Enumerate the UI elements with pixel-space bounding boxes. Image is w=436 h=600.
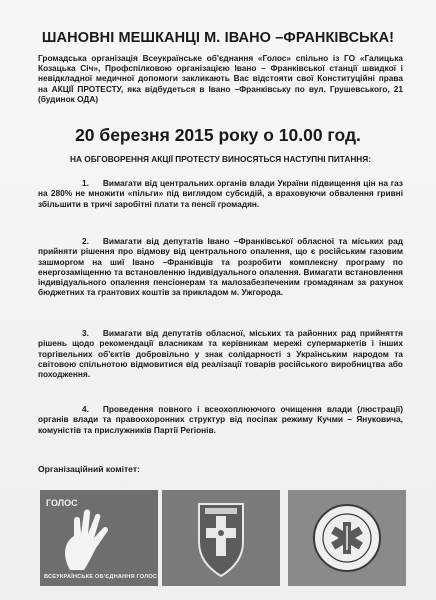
shield-icon [162,490,280,586]
item-number: 3. [82,328,89,338]
star-of-life-icon [288,490,406,586]
item-number: 4. [82,404,89,414]
cossack-shield-logo [162,490,280,586]
item-text: Вимагати від депутатів Івано –Франківської обласної та міських рад прийняти рішення про відмову від центрального опалення, що є російським газовим зашморгом на шиї Івано –Франківців та розробити комплексну програму по енергозаміщенню та встановленню індивідуального опалення. Вимагати встановлення індивідуального опалення пенсіонерам та малозабезпеченим громадянам за рахунок бюджетних та грантових коштів за прикладом м. Ужгорода. [38,236,403,298]
event-date: 20 березня 2015 року о 10.00 год. [75,125,361,145]
agenda-item-4 [38,404,403,435]
intro-paragraph: Громадська організація Всеукраїнське об'єднання «Голос» спільно із ГО «Галицька Козацька Січ», Профспілковою організацією Івано – Франківської станції швидкої і невідкладної медичної допомоги закликають Вас відстояти свої Конституційні права на АКЦІЇ ПРОТЕСТУ, яка відбудеться в Івано –Франківську по вул. Грушевського, 21 (будинок ОДА) [38,53,403,104]
committee-label: Організаційний комітет: [38,464,140,474]
item-text: Вимагати від депутатів обласної, міських та районних рад прийняття рішень щодо рекомендації власникам та керівникам мережі супермаркетів і інших торгівельних об'єктів добровільно у знак солідарності з Українським народом та світовою спільнотою відмовитися від реалізації товарів російського виробництва або походження. [38,328,403,380]
agenda-heading: НА ОБГОВОРЕННЯ АКЦІЇ ПРОТЕСТУ ВИНОСЯТЬСЯ НАСТУПНІ ПИТАННЯ: [69,154,372,164]
agenda-item-1 [38,178,403,209]
item-number: 2. [82,236,89,246]
golos-logo-caption: ВСЕУКРАЇНСЬКЕ ОБ'ЄДНАННЯ ГОЛОС [44,574,158,580]
agenda-item-3 [38,328,403,379]
item-text: Вимагати від центральних органів влади України підвищення цін на газ на 280% не множити «пільги» під виглядом субсидій, а враховуючи обвалення гривні збільшити в тричі заробітні плати та пенсії громадян. [38,178,403,209]
golos-logo [40,490,158,586]
ambulance-emblem-logo [288,490,406,586]
golos-logo-name: ГОЛОС [46,498,78,508]
page-title: ШАНОВНІ МЕШКАНЦІ М. ІВАНО –ФРАНКІВСЬКА! [41,30,395,46]
item-text: Проведення повного і всеохоплюючого очищення влади (люстрації) органів влади та правоохоронних структур від посіпак режиму Кучми – Януковича, комуністів та прислужників Партії Регіонів. [38,404,403,435]
item-number: 1. [82,178,89,188]
agenda-item-2 [38,236,403,298]
